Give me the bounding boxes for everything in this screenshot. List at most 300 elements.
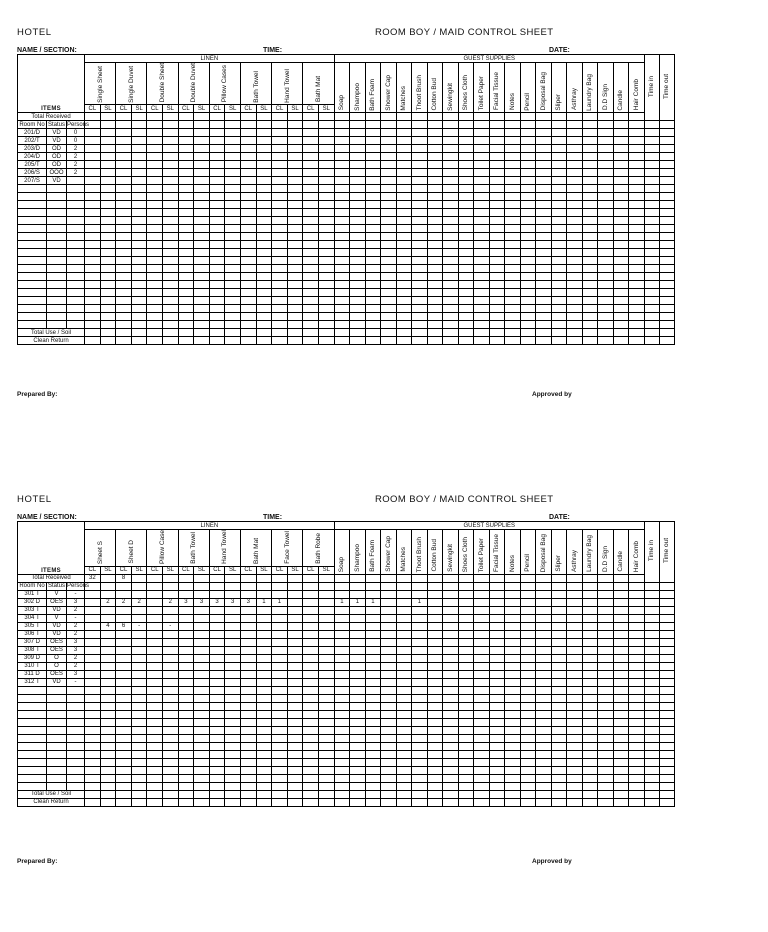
grid-cell xyxy=(178,766,194,774)
grid-cell xyxy=(505,185,521,193)
grid-cell xyxy=(256,758,272,766)
linen-item-label: Hand Towel xyxy=(221,530,229,564)
grid-cell xyxy=(443,201,459,209)
grid-cell xyxy=(567,590,583,598)
grid-cell xyxy=(350,662,366,670)
grid-cell xyxy=(47,702,67,710)
soiled-linen-subheader: SL xyxy=(256,105,272,113)
grid-cell xyxy=(629,177,645,185)
grid-cell xyxy=(629,289,645,297)
grid-cell xyxy=(474,137,490,145)
supply-item-label: Pencil xyxy=(524,554,532,572)
grid-cell xyxy=(520,257,536,265)
supply-item-label: D.D Sign xyxy=(601,545,609,572)
grid-cell xyxy=(505,670,521,678)
grid-cell xyxy=(629,337,645,345)
grid-cell xyxy=(551,217,567,225)
grid-cell xyxy=(85,329,101,337)
grid-cell xyxy=(240,337,256,345)
grid-cell xyxy=(85,670,101,678)
grid-cell xyxy=(178,790,194,798)
grid-cell xyxy=(334,766,350,774)
room-number: 307 D xyxy=(18,638,47,646)
grid-cell xyxy=(256,281,272,289)
grid-cell: 2 xyxy=(100,598,116,606)
grid-cell xyxy=(551,121,567,129)
grid-cell xyxy=(240,305,256,313)
grid-cell xyxy=(536,257,552,265)
grid-cell xyxy=(520,710,536,718)
grid-cell xyxy=(194,153,210,161)
grid-cell xyxy=(443,582,459,590)
grid-cell xyxy=(116,718,132,726)
grid-cell xyxy=(598,177,614,185)
grid-cell xyxy=(659,702,674,710)
grid-cell xyxy=(303,798,319,806)
grid-cell xyxy=(659,249,674,257)
grid-cell xyxy=(365,249,381,257)
grid-cell xyxy=(303,161,319,169)
grid-cell xyxy=(365,678,381,686)
grid-cell xyxy=(178,193,194,201)
grid-cell xyxy=(443,273,459,281)
grid-cell xyxy=(365,710,381,718)
grid-cell xyxy=(225,129,241,137)
grid-cell xyxy=(85,654,101,662)
grid-cell xyxy=(659,177,674,185)
grid-cell xyxy=(225,622,241,630)
grid-cell xyxy=(505,766,521,774)
grid-cell xyxy=(489,774,505,782)
grid-cell xyxy=(18,273,47,281)
grid-cell xyxy=(334,281,350,289)
grid-cell xyxy=(147,694,163,702)
grid-cell xyxy=(318,121,334,129)
grid-cell xyxy=(458,694,474,702)
grid-cell xyxy=(582,750,598,758)
grid-cell xyxy=(178,718,194,726)
grid-cell xyxy=(85,734,101,742)
grid-cell xyxy=(272,217,288,225)
grid-cell xyxy=(659,161,674,169)
grid-cell xyxy=(458,233,474,241)
grid-cell xyxy=(163,798,179,806)
grid-cell xyxy=(427,774,443,782)
grid-cell xyxy=(613,305,629,313)
grid-cell xyxy=(209,606,225,614)
grid-cell xyxy=(443,225,459,233)
grid-cell xyxy=(381,622,397,630)
grid-cell xyxy=(178,201,194,209)
grid-cell xyxy=(520,646,536,654)
grid-cell xyxy=(18,201,47,209)
supply-item-label: Matches xyxy=(400,85,408,111)
grid-cell xyxy=(396,718,412,726)
linen-item-header xyxy=(272,63,303,105)
received-cell xyxy=(381,113,397,121)
grid-cell xyxy=(147,606,163,614)
grid-cell xyxy=(598,734,614,742)
grid-cell xyxy=(474,630,490,638)
grid-cell xyxy=(489,702,505,710)
received-cell xyxy=(427,113,443,121)
grid-cell xyxy=(567,630,583,638)
grid-cell xyxy=(287,337,303,345)
grid-cell xyxy=(412,313,428,321)
grid-cell xyxy=(412,297,428,305)
grid-cell xyxy=(147,193,163,201)
grid-cell xyxy=(147,329,163,337)
grid-cell xyxy=(47,694,67,702)
grid-cell xyxy=(163,153,179,161)
grid-cell xyxy=(489,209,505,217)
grid-cell xyxy=(489,281,505,289)
received-cell xyxy=(412,113,428,121)
supply-item-header xyxy=(629,63,645,113)
grid-cell xyxy=(427,177,443,185)
grid-cell xyxy=(412,233,428,241)
grid-cell xyxy=(396,137,412,145)
grid-cell xyxy=(567,201,583,209)
grid-cell xyxy=(256,153,272,161)
grid-cell xyxy=(427,289,443,297)
supply-item-header xyxy=(520,63,536,113)
grid-cell xyxy=(659,217,674,225)
grid-cell xyxy=(629,161,645,169)
grid-cell xyxy=(381,161,397,169)
grid-cell xyxy=(396,177,412,185)
grid-cell xyxy=(350,289,366,297)
grid-cell xyxy=(659,654,674,662)
grid-cell xyxy=(551,193,567,201)
grid-cell xyxy=(629,702,645,710)
grid-cell xyxy=(147,590,163,598)
grid-cell xyxy=(225,257,241,265)
grid-cell xyxy=(334,718,350,726)
grid-cell xyxy=(598,590,614,598)
grid-cell xyxy=(412,710,428,718)
room-status: VD xyxy=(47,678,67,686)
grid-cell xyxy=(256,321,272,329)
grid-cell xyxy=(147,734,163,742)
grid-cell xyxy=(18,726,47,734)
grid-cell xyxy=(303,177,319,185)
grid-cell xyxy=(318,782,334,790)
received-cell xyxy=(598,574,614,582)
grid-cell xyxy=(131,273,147,281)
grid-cell xyxy=(536,790,552,798)
grid-cell xyxy=(240,742,256,750)
grid-cell xyxy=(67,694,85,702)
grid-cell xyxy=(178,742,194,750)
grid-cell xyxy=(365,137,381,145)
grid-cell xyxy=(520,225,536,233)
grid-cell xyxy=(629,790,645,798)
grid-cell xyxy=(427,702,443,710)
grid-cell xyxy=(598,145,614,153)
grid-cell xyxy=(381,257,397,265)
grid-cell xyxy=(147,177,163,185)
grid-cell xyxy=(225,241,241,249)
grid-cell xyxy=(505,153,521,161)
table-row xyxy=(18,161,675,169)
grid-cell xyxy=(116,726,132,734)
grid-cell xyxy=(582,606,598,614)
time-in-label: Time in xyxy=(648,540,656,562)
grid-cell xyxy=(194,646,210,654)
grid-cell xyxy=(427,782,443,790)
grid-cell xyxy=(116,662,132,670)
grid-cell xyxy=(412,161,428,169)
grid-cell xyxy=(240,313,256,321)
table-row xyxy=(18,750,675,758)
grid-cell xyxy=(163,590,179,598)
sheet-title: ROOM BOY / MAID CONTROL SHEET xyxy=(375,27,554,38)
supply-item-header xyxy=(334,530,350,575)
grid-cell xyxy=(334,630,350,638)
grid-cell xyxy=(209,798,225,806)
grid-cell xyxy=(381,614,397,622)
grid-cell xyxy=(396,297,412,305)
supply-item-header xyxy=(334,63,350,113)
grid-cell xyxy=(505,137,521,145)
grid-cell xyxy=(350,177,366,185)
grid-cell xyxy=(505,249,521,257)
grid-cell xyxy=(209,758,225,766)
grid-cell xyxy=(598,702,614,710)
grid-cell xyxy=(396,201,412,209)
grid-cell xyxy=(381,273,397,281)
grid-cell xyxy=(240,169,256,177)
table-row xyxy=(18,686,675,694)
grid-cell xyxy=(350,766,366,774)
room-no-header: Room No xyxy=(19,121,45,128)
grid-cell xyxy=(303,273,319,281)
grid-cell xyxy=(131,606,147,614)
grid-cell xyxy=(318,305,334,313)
grid-cell xyxy=(567,614,583,622)
linen-item-label: Bath Mat xyxy=(252,537,260,564)
grid-cell xyxy=(334,193,350,201)
supply-item-label: Shampoo xyxy=(353,82,361,111)
grid-cell xyxy=(598,678,614,686)
clean-linen-subheader: CL xyxy=(85,105,101,113)
grid-cell xyxy=(178,710,194,718)
grid-cell xyxy=(272,774,288,782)
grid-cell xyxy=(443,766,459,774)
grid-cell xyxy=(536,169,552,177)
grid-cell xyxy=(100,798,116,806)
grid-cell xyxy=(147,129,163,137)
grid-cell xyxy=(225,225,241,233)
grid-cell xyxy=(194,273,210,281)
grid-cell xyxy=(582,121,598,129)
grid-cell xyxy=(178,678,194,686)
grid-cell xyxy=(178,217,194,225)
soiled-linen-subheader: SL xyxy=(225,105,241,113)
grid-cell xyxy=(629,129,645,137)
grid-cell xyxy=(334,782,350,790)
grid-cell xyxy=(505,305,521,313)
grid-cell xyxy=(443,193,459,201)
grid-cell xyxy=(334,750,350,758)
grid-cell xyxy=(256,313,272,321)
grid-cell xyxy=(629,662,645,670)
grid-cell xyxy=(67,233,85,241)
grid-cell xyxy=(100,177,116,185)
grid-cell xyxy=(629,654,645,662)
grid-cell xyxy=(47,217,67,225)
grid-cell xyxy=(85,766,101,774)
grid-cell xyxy=(194,257,210,265)
grid-cell xyxy=(131,305,147,313)
grid-cell xyxy=(489,265,505,273)
grid-cell xyxy=(520,137,536,145)
grid-cell xyxy=(474,622,490,630)
grid-cell xyxy=(209,313,225,321)
received-cell xyxy=(240,113,256,121)
grid-cell xyxy=(396,121,412,129)
grid-cell xyxy=(240,758,256,766)
grid-cell xyxy=(18,718,47,726)
grid-cell xyxy=(240,241,256,249)
grid-cell xyxy=(659,289,674,297)
table-row xyxy=(18,702,675,710)
grid-cell xyxy=(381,646,397,654)
grid-cell xyxy=(194,630,210,638)
grid-cell xyxy=(163,257,179,265)
grid-cell xyxy=(381,750,397,758)
grid-cell xyxy=(659,782,674,790)
grid-cell xyxy=(365,694,381,702)
grid-cell xyxy=(100,582,116,590)
grid-cell xyxy=(18,702,47,710)
grid-cell xyxy=(489,798,505,806)
grid-cell xyxy=(412,321,428,329)
grid-cell xyxy=(598,161,614,169)
grid-cell xyxy=(396,145,412,153)
grid-cell xyxy=(178,177,194,185)
grid-cell xyxy=(567,177,583,185)
grid-cell xyxy=(225,798,241,806)
grid-cell xyxy=(505,774,521,782)
grid-cell xyxy=(443,750,459,758)
grid-cell xyxy=(256,686,272,694)
grid-cell xyxy=(629,726,645,734)
grid-cell xyxy=(613,321,629,329)
grid-cell xyxy=(147,265,163,273)
grid-cell xyxy=(489,606,505,614)
grid-cell xyxy=(629,694,645,702)
grid-cell xyxy=(644,193,659,201)
grid-cell xyxy=(240,225,256,233)
grid-cell xyxy=(412,774,428,782)
grid-cell xyxy=(287,582,303,590)
grid-cell xyxy=(598,638,614,646)
grid-cell xyxy=(489,337,505,345)
grid-cell xyxy=(598,606,614,614)
grid-cell xyxy=(582,614,598,622)
grid-cell xyxy=(194,590,210,598)
grid-cell xyxy=(474,289,490,297)
grid-cell xyxy=(116,249,132,257)
grid-cell xyxy=(318,273,334,281)
grid-cell xyxy=(318,185,334,193)
grid-cell xyxy=(659,225,674,233)
soiled-linen-subheader: SL xyxy=(225,566,241,574)
grid-cell xyxy=(225,782,241,790)
table-row xyxy=(18,710,675,718)
received-cell xyxy=(287,574,303,582)
grid-cell xyxy=(272,758,288,766)
grid-cell xyxy=(287,321,303,329)
grid-cell xyxy=(256,161,272,169)
grid-cell xyxy=(18,233,47,241)
grid-cell xyxy=(551,654,567,662)
grid-cell xyxy=(396,734,412,742)
grid-cell xyxy=(598,321,614,329)
grid-cell xyxy=(629,153,645,161)
grid-cell xyxy=(147,257,163,265)
grid-cell xyxy=(582,670,598,678)
grid-cell xyxy=(225,790,241,798)
grid-cell xyxy=(520,313,536,321)
grid-cell xyxy=(85,710,101,718)
grid-cell xyxy=(458,281,474,289)
grid-cell xyxy=(18,249,47,257)
grid-cell xyxy=(85,638,101,646)
grid-cell xyxy=(381,313,397,321)
soiled-linen-subheader: SL xyxy=(131,566,147,574)
grid-cell xyxy=(225,249,241,257)
grid-cell xyxy=(427,129,443,137)
grid-cell xyxy=(598,686,614,694)
clean-linen-subheader: CL xyxy=(147,105,163,113)
approved-by-label: Approved by xyxy=(532,858,572,865)
grid-cell xyxy=(505,678,521,686)
grid-cell xyxy=(644,718,659,726)
grid-cell xyxy=(256,670,272,678)
linen-item-header xyxy=(147,530,178,567)
grid-cell xyxy=(47,710,67,718)
grid-cell xyxy=(67,750,85,758)
grid-cell xyxy=(225,153,241,161)
grid-cell xyxy=(644,185,659,193)
grid-cell xyxy=(536,782,552,790)
grid-cell xyxy=(551,798,567,806)
grid-cell xyxy=(489,177,505,185)
supply-item-header xyxy=(412,530,428,575)
soiled-linen-subheader: SL xyxy=(131,105,147,113)
grid-cell xyxy=(287,598,303,606)
grid-cell xyxy=(489,225,505,233)
grid-cell xyxy=(520,233,536,241)
grid-cell xyxy=(194,137,210,145)
soiled-linen-subheader: SL xyxy=(194,105,210,113)
grid-cell xyxy=(318,654,334,662)
grid-cell xyxy=(427,337,443,345)
received-cell xyxy=(629,574,645,582)
grid-cell xyxy=(396,686,412,694)
grid-cell xyxy=(209,233,225,241)
grid-cell xyxy=(131,241,147,249)
grid-cell xyxy=(209,702,225,710)
grid-cell xyxy=(396,169,412,177)
grid-cell xyxy=(582,638,598,646)
grid-cell xyxy=(427,758,443,766)
grid-cell xyxy=(209,145,225,153)
received-cell xyxy=(520,574,536,582)
